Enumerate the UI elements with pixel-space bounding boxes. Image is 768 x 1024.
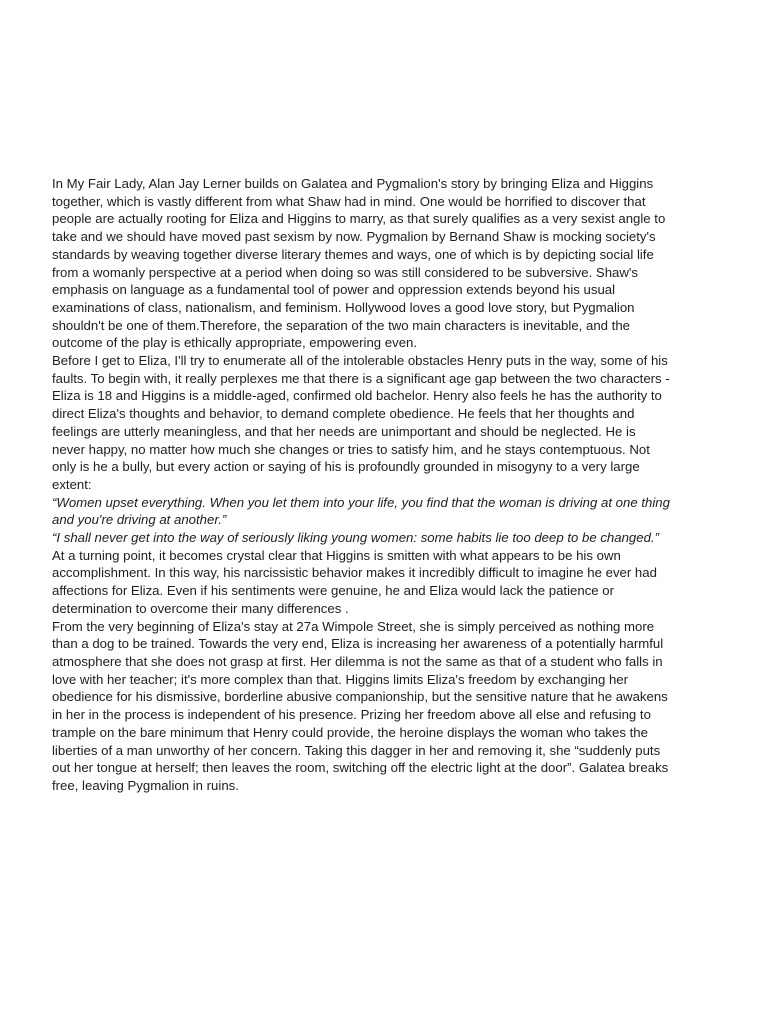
essay-paragraph-turning-point: At a turning point, it becomes crystal clear that Higgins is smitten with what appears to be his own accomplishment. In this way, his narcissistic behavior makes it incredibly difficult to imagine he ever had affections for Eliza. Even if his sentiments were genuine, he and Eliza would lack the patience or determination to overcome their many differences . [52,547,657,616]
essay-paragraph-intro: In My Fair Lady, Alan Jay Lerner builds on Galatea and Pygmalion's story by bringing Eliza and Higgins together, which is vastly different from what Shaw had in mind. One would be horrified to discover that people are actually rooting for Eliza and Higgins to marry, as that surely qualifies as a very sexist angle to take and we should have moved past sexism by now. Pygmalion by Bernand Shaw is mocking society's standards by weaving together diverse literary themes and ways, one of which is by depicting social life from a womanly perspective at a period when doing so was still considered to be subversive. Shaw's emphasis on language as a fundamental tool of power and oppression extends beyond his usual examinations of class, nationalism, and feminism. Hollywood loves a good love story, but Pygmalion shouldn't be one of them.Therefore, the separation of the two main characters is inevitable, and the outcome of the play is ethically appropriate, empowering even. [52,176,666,351]
essay-paragraph-henry-faults: Before I get to Eliza, I'll try to enumerate all of the intolerable obstacles Henry puts in the way, some of his faults. To begin with, it really perplexes me that there is a significant age gap between the two characters - Eliza is 18 and Higgins is a middle-aged, confirmed old bachelor. Henry also feels he has the authority to direct Eliza's thoughts and behavior, to demand complete obedience. He feels that her thoughts and feelings are utterly meaningless, and that her needs are unimportant and should be neglected. He is never happy, no matter how much she changes or tries to satisfy him, and he stays contemptuous. Not only is he a bully, but every action or saying of his is profoundly grounded in misogyny to a very large extent: [52,353,670,492]
quote-liking-young-women: “I shall never get into the way of seriously liking young women: some habits lie too deep to be changed.” [52,530,659,546]
essay-page [52,175,672,795]
quote-women-upset-everything: “Women upset everything. When you let them into your life, you find that the woman is driving at one thing and you're driving at another.” [52,494,670,528]
essay-paragraph-wimpole-street: From the very beginning of Eliza's stay at 27a Wimpole Street, she is simply perceived as nothing more than a dog to be trained. Towards the very end, Eliza is increasing her awareness of a potentially harmful atmosphere that she does not grasp at first. Her dilemma is not the same as that of a student who falls in love with her teacher; it's more complex than that. Higgins limits Eliza's freedom by exchanging her obedience for his dismissive, borderline abusive companionship, but the sensitive nature that he awakens in her in the process is independent of his presence. Prizing her freedom above all else and refusing to trample on the bare minimum that Henry could provide, the heroine displays the woman who takes the liberties of a man unworthy of her concern. Taking this dagger in her and removing it, she “suddenly puts out her tongue at herself; then leaves the room, switching off the electric light at the door”. Galatea breaks free, leaving Pygmalion in ruins. [52,618,669,793]
